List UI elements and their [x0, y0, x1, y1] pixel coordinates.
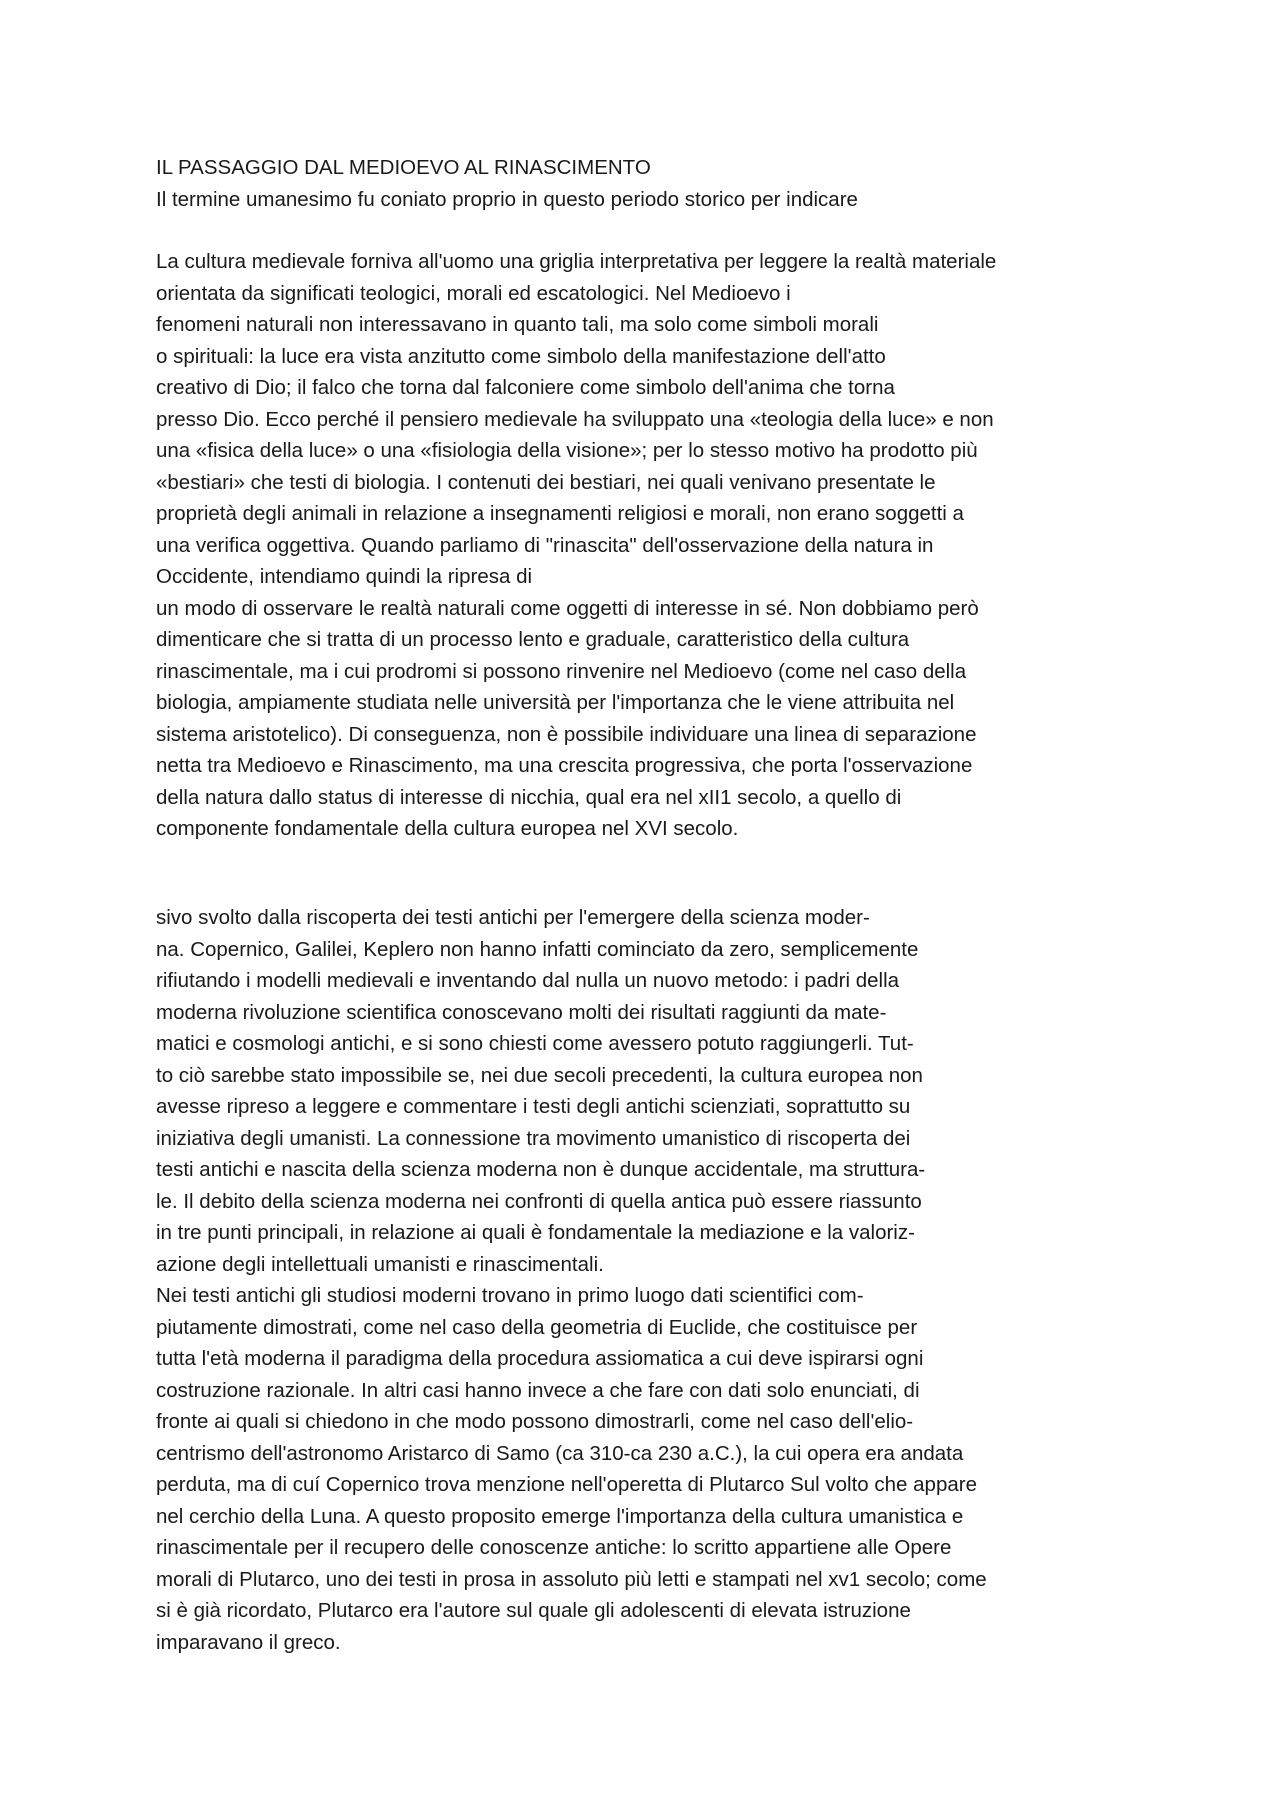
text-line: una «fisica della luce» o una «fisiologia della visione»; per lo stesso motivo ha prodotto più	[156, 439, 978, 462]
text-line: azione degli intellettuali umanisti e rinascimentali.	[156, 1252, 604, 1276]
text-line: dimenticare che si tratta di un processo lento e graduale, caratteristico della cultura	[156, 628, 910, 651]
text-line: rinascimentale per il recupero delle conoscenze antiche: lo scritto appartiene alle Opere	[156, 1536, 952, 1559]
text-line: piutamente dimostrati, come nel caso della geometria di Euclide, che costituisce per	[156, 1315, 918, 1339]
text-line: biologia, ampiamente studiata nelle università per l'importanza che le viene attribuita nel	[156, 691, 955, 714]
text-line: matici e cosmologi antichi, e si sono chiesti come avessero potuto raggiungerli. Tut-	[156, 1032, 914, 1055]
paragraph-medieval-culture	[156, 246, 996, 845]
text-line: in tre punti principali, in relazione ai quali è fondamentale la mediazione e la valoriz-	[156, 1221, 915, 1244]
text-line: presso Dio. Ecco perché il pensiero medievale ha sviluppato una «teologia della luce» e non	[156, 407, 994, 431]
text-line: «bestiari» che testi di biologia. I contenuti dei bestiari, nei quali venivano presentate le	[156, 470, 936, 494]
text-line: Nei testi antichi gli studiosi moderni trovano in primo luogo dati scientifici com-	[156, 1284, 864, 1307]
text-line: componente fondamentale della cultura europea nel XVI secolo.	[156, 817, 739, 840]
text-line: tutta l'età moderna il paradigma della procedura assiomatica a cui deve ispirarsi ogni	[156, 1347, 924, 1370]
paragraph-ancient-texts	[156, 902, 987, 1658]
text-line: morali di Plutarco, uno dei testi in prosa in assoluto più letti e stampati nel xv1 secolo; come	[156, 1567, 987, 1591]
text-line: fronte ai quali si chiedono in che modo possono dimostrarli, come nel caso dell'elio-	[156, 1410, 914, 1433]
title-block	[156, 152, 858, 215]
text-line: orientata da significati teologici, morali ed escatologici. Nel Medioevo i	[156, 281, 791, 305]
text-line: moderna rivoluzione scientifica conoscevano molti dei risultati raggiunti da mate-	[156, 1000, 887, 1024]
text-line: rinascimentale, ma i cui prodromi si possono rinvenire nel Medioevo (come nel caso della	[156, 659, 967, 683]
text-line: na. Copernico, Galilei, Keplero non hanno infatti cominciato da zero, semplicemente	[156, 937, 919, 961]
text-line: La cultura medievale forniva all'uomo una griglia interpretativa per leggere la realtà materiale	[156, 250, 997, 273]
text-line: rifiutando i modelli medievali e inventando dal nulla un nuovo metodo: i padri della	[156, 969, 900, 992]
text-line: perduta, ma di cuí Copernico trova menzione nell'operetta di Plutarco Sul volto che appare	[156, 1473, 977, 1496]
text-line: centrismo dell'astronomo Aristarco di Samo (ca 310-ca 230 a.C.), la cui opera era andata	[156, 1441, 964, 1465]
document-subtitle: Il termine umanesimo fu coniato proprio in questo periodo storico per indicare	[156, 187, 858, 211]
text-line: nel cerchio della Luna. A questo proposito emerge l'importanza della cultura umanistica e	[156, 1504, 964, 1528]
text-line: si è già ricordato, Plutarco era l'autore sul quale gli adolescenti di elevata istruzione	[156, 1599, 911, 1622]
text-line: proprietà degli animali in relazione a insegnamenti religiosi e morali, non erano soggetti a	[156, 502, 964, 525]
text-line: della natura dallo status di interesse di nicchia, qual era nel xII1 secolo, a quello di	[156, 785, 902, 809]
text-line: imparavano il greco.	[156, 1630, 341, 1654]
text-line: un modo di osservare le realtà naturali come oggetti di interesse in sé. Non dobbiamo però	[156, 596, 979, 620]
text-line: testi antichi e nascita della scienza moderna non è dunque accidentale, ma struttura-	[156, 1158, 926, 1181]
text-line: fenomeni naturali non interessavano in quanto tali, ma solo come simboli morali	[156, 313, 879, 336]
text-line: costruzione razionale. In altri casi hanno invece a che fare con dati solo enunciati, di	[156, 1378, 920, 1402]
text-line: sistema aristotelico). Di conseguenza, non è possibile individuare una linea di separazione	[156, 722, 977, 746]
text-line: le. Il debito della scienza moderna nei confronti di quella antica può essere riassunto	[156, 1189, 922, 1213]
text-line: una verifica oggettiva. Quando parliamo di "rinascita" dell'osservazione della natura in	[156, 533, 934, 557]
text-line: avesse ripreso a leggere e commentare i testi degli antichi scienziati, soprattutto su	[156, 1095, 911, 1118]
text-line: Occidente, intendiamo quindi la ripresa di	[156, 565, 533, 588]
text-line: o spirituali: la luce era vista anzitutto come simbolo della manifestazione dell'atto	[156, 344, 886, 368]
text-line: netta tra Medioevo e Rinascimento, ma una crescita progressiva, che porta l'osservazione	[156, 754, 973, 777]
text-line: to ciò sarebbe stato impossibile se, nei due secoli precedenti, la cultura europea non	[156, 1063, 923, 1087]
document-title: IL PASSAGGIO DAL MEDIOEVO AL RINASCIMENTO	[156, 156, 651, 179]
text-line: creativo di Dio; il falco che torna dal falconiere come simbolo dell'anima che torna	[156, 376, 895, 399]
text-line: sivo svolto dalla riscoperta dei testi antichi per l'emergere della scienza moder-	[156, 906, 870, 929]
text-line: iniziativa degli umanisti. La connessione tra movimento umanistico di riscoperta dei	[156, 1126, 911, 1150]
